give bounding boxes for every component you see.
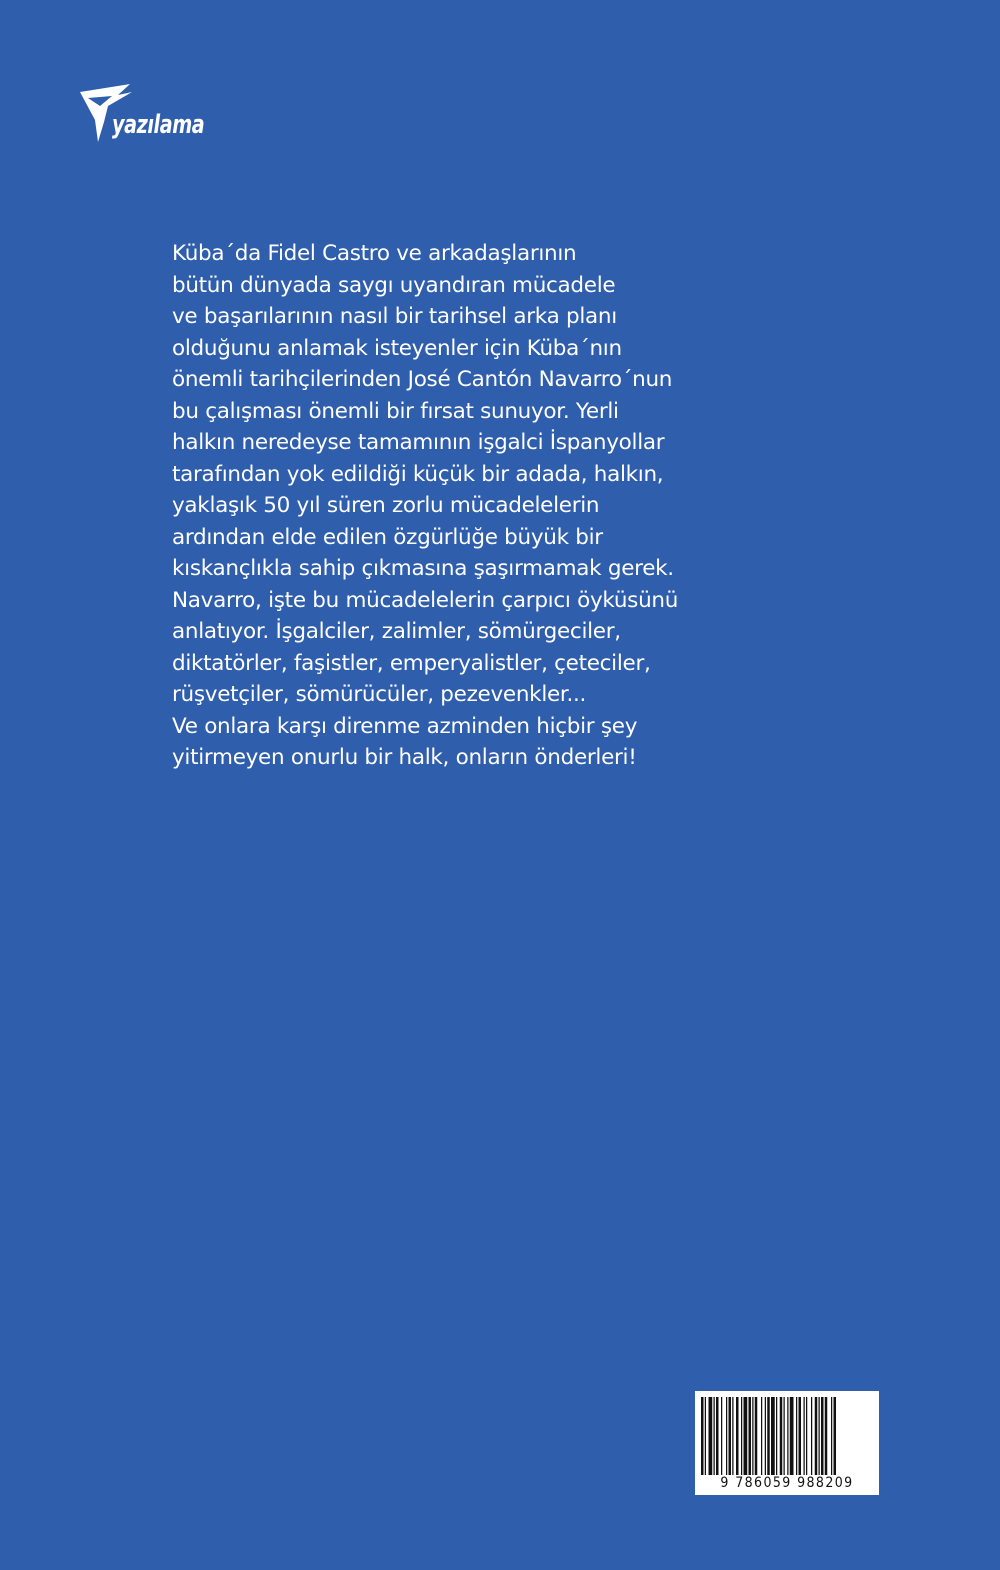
barcode-bar xyxy=(796,1397,797,1475)
blurb-line: önemli tarihçilerinden José Cantón Navarro´nun xyxy=(172,367,673,392)
barcode-bar xyxy=(811,1397,812,1475)
barcode-bar xyxy=(749,1397,752,1475)
blurb-line: ardından elde edilen özgürlüğe büyük bir xyxy=(172,524,603,550)
barcode-bar xyxy=(744,1397,748,1475)
barcode-bar xyxy=(705,1397,706,1475)
barcode-bar xyxy=(819,1397,820,1475)
barcode-bar xyxy=(825,1397,828,1475)
barcode-bar xyxy=(799,1397,802,1475)
barcode-bar xyxy=(755,1397,758,1475)
barcode-bar xyxy=(716,1397,719,1475)
blurb-line: bu çalışması önemli bir fırsat sunuyor. Yerli xyxy=(172,398,619,424)
blurb-line: yitirmeyen onurlu bir halk, onların önderleri! xyxy=(172,745,637,770)
barcode-bar xyxy=(726,1397,727,1475)
barcode-bar xyxy=(714,1397,715,1475)
blurb-line: bütün dünyada saygı uyandıran mücadele xyxy=(172,272,616,298)
barcode-bar xyxy=(729,1397,732,1475)
barcode-bar xyxy=(767,1397,770,1475)
publisher-logo xyxy=(78,82,213,148)
barcode-digits: 9 786059 988209 xyxy=(720,1475,854,1491)
barcode-bar xyxy=(787,1397,788,1475)
blurb-line: Ve onlara karşı direnme azminden hiçbir şey xyxy=(172,713,638,739)
blurb-line: Küba´da Fidel Castro ve arkadaşlarının xyxy=(172,241,577,266)
barcode-bar xyxy=(771,1397,775,1475)
blurb-line: tarafından yok edildiği küçük bir adada, halkın, xyxy=(172,461,664,487)
barcode-bar xyxy=(821,1397,824,1475)
blurb-line: ve başarılarının nasıl bir tarihsel arka planı xyxy=(172,304,617,329)
barcode-bars xyxy=(695,1391,879,1477)
barcode-bar xyxy=(752,1397,753,1475)
blurb-line: anlatıyor. İşgalciler, zalimler, sömürgeciler, xyxy=(172,619,621,644)
barcode-bar xyxy=(761,1397,762,1475)
blurb-line: rüşvetçiler, sömürücüler, pezevenkler... xyxy=(172,682,587,707)
barcode-bar xyxy=(732,1397,733,1475)
barcode-bar xyxy=(765,1397,766,1475)
isbn-barcode xyxy=(695,1391,879,1495)
publisher-name: yazılama xyxy=(112,110,205,140)
blurb-line: halkın neredeyse tamamının işgalci İspanyollar xyxy=(172,430,665,455)
barcode-bar xyxy=(741,1397,742,1475)
barcode-bar xyxy=(784,1397,785,1475)
barcode-bar xyxy=(736,1397,739,1475)
barcode-bar xyxy=(780,1397,783,1475)
barcode-bar xyxy=(831,1397,832,1475)
blurb-line: kıskançlıkla sahip çıkmasına şaşırmamak gerek. xyxy=(172,556,674,581)
barcode-bar xyxy=(709,1397,713,1475)
blurb-line: yaklaşık 50 yıl süren zorlu mücadelelerin xyxy=(172,493,600,518)
barcode-bar xyxy=(815,1397,818,1475)
barcode-bar xyxy=(721,1397,722,1475)
blurb-line: olduğunu anlamak isteyenler için Küba´nın xyxy=(172,335,622,361)
blurb-line: Navarro, işte bu mücadelelerin çarpıcı öyküsünü xyxy=(172,587,679,613)
barcode-bar xyxy=(776,1397,777,1475)
barcode-bar xyxy=(806,1397,807,1475)
back-cover-blurb xyxy=(172,238,772,774)
barcode-bar xyxy=(804,1397,805,1475)
blurb-line: diktatörler, faşistler, emperyalistler, çeteciler, xyxy=(172,650,651,676)
barcode-bar xyxy=(790,1397,794,1475)
barcode-bar xyxy=(834,1397,837,1475)
barcode-bar xyxy=(701,1397,704,1475)
